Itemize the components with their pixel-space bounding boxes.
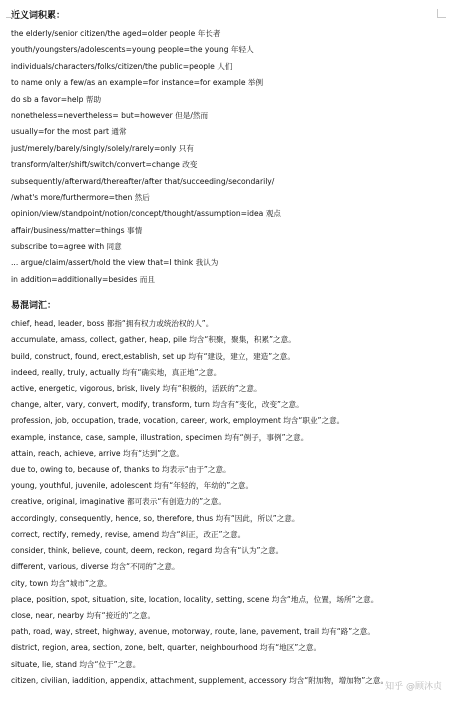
confusable-line: change, alter, vary, convert, modify, transform, turn 均含有“变化，改变”之意。 <box>11 400 304 410</box>
confusable-line: attain, reach, achieve, arrive 均有“达到”之意。 <box>11 448 185 458</box>
confusable-line: accumulate, amass, collect, gather, heap, pile 均含“积聚，聚集，积累”之意。 <box>11 335 296 345</box>
confusable-line: city, town 均含“城市”之意。 <box>11 578 112 588</box>
synonym-line: do sb a favor=help 帮助 <box>11 94 102 104</box>
zhihu-watermark: 知乎 @顾沐贞 <box>385 682 442 692</box>
synonym-line: usually=for the most part 通常 <box>11 127 127 137</box>
confusable-line: young, youthful, juvenile, adolescent 均有“年轻的，年幼的”之意。 <box>11 481 254 491</box>
confusable-line: situate, lie, stand 均含“位于”之意。 <box>11 659 141 669</box>
synonym-line: ... argue/claim/assert/hold the view that=I think 我认为 <box>11 258 219 268</box>
synonym-line: subsequently/afterward/thereafter/after that/succeeding/secondarily/ <box>11 176 275 186</box>
synonym-line: affair/business/matter=things 事情 <box>11 225 143 235</box>
confusable-line: place, position, spot, situation, site, location, locality, setting, scene 均含“地点，位置，场所”之意。 <box>11 594 379 604</box>
synonym-section <box>11 10 446 288</box>
synonym-line: individuals/characters/folks/citizen/the public=people 人们 <box>11 61 233 71</box>
confusable-line: creative, original, imaginative 都可表示“有创造力的”之意。 <box>11 497 226 507</box>
confusable-line: path, road, way, street, highway, avenue, motorway, route, lane, pavement, trail 均有“路”之意。 <box>11 627 375 637</box>
synonym-line: youth/youngsters/adolescents=young people=the young 年轻人 <box>11 45 254 55</box>
synonym-line: to name only a few/as an example=for instance=for example 举例 <box>11 78 264 88</box>
confusable-line: close, near, nearby 均有“接近的”之意。 <box>11 610 156 620</box>
confusable-line: correct, rectify, remedy, revise, amend 均含“纠正，改正”之意。 <box>11 529 246 539</box>
confusable-line: profession, job, occupation, trade, vocation, career, work, employment 均含“职业”之意。 <box>11 416 345 426</box>
confusable-words-section <box>11 300 446 689</box>
confusable-line: active, energetic, vigorous, brisk, lively 均有“积极的，活跃的”之意。 <box>11 384 262 394</box>
synonym-line: the elderly/senior citizen/the aged=older people 年长者 <box>11 29 221 38</box>
confusable-section-title: 易混词汇： <box>11 301 57 312</box>
synonym-line: in addition=additionally=besides 而且 <box>11 274 155 284</box>
confusable-line: indeed, really, truly, actually 均有“确实地，真正地”之意。 <box>11 367 222 377</box>
synonym-line: subscribe to=agree with 同意 <box>11 242 122 252</box>
confusable-line: district, region, area, section, zone, belt, quarter, neighbourhood 均有“地区”之意。 <box>11 643 322 653</box>
synonym-line: opinion/view/standpoint/notion/concept/thought/assumption=idea 观点 <box>11 209 281 219</box>
confusable-line: due to, owing to, because of, thanks to 均表示“由于”之意。 <box>11 465 231 475</box>
confusable-line: chief, head, leader, boss 都指“拥有权力或统治权的人”。 <box>11 319 214 329</box>
page-corner-mark-right <box>437 9 446 18</box>
confusable-line: consider, think, believe, count, deem, reckon, regard 均含有“认为”之意。 <box>11 546 284 556</box>
synonym-line: just/merely/barely/singly/solely/rarely=only 只有 <box>11 143 194 153</box>
confusable-line: different, various, diverse 均含“不同的”之意。 <box>11 562 180 572</box>
synonym-line: transform/alter/shift/switch/convert=change 改变 <box>11 160 198 170</box>
synonym-line: nonetheless=nevertheless= but=however 但是/然而 <box>11 110 209 120</box>
synonym-line: /what's more/furthermore=then 然后 <box>11 192 150 202</box>
confusable-line: accordingly, consequently, hence, so, therefore, thus 均有“因此，所以”之意。 <box>11 513 300 523</box>
confusable-line: build, construct, found, erect,establish, set up 均有“建设，建立，建造”之意。 <box>11 351 295 361</box>
synonym-section-title: 近义词积累： <box>11 11 66 21</box>
confusable-line: citizen, civilian, iaddition, appendix, attachment, supplement, accessory 均含“附加物，增加物”之意。 <box>11 675 389 685</box>
page-corner-mark-left <box>6 9 15 18</box>
confusable-line: example, instance, case, sample, illustration, specimen 均有“例子，事例”之意。 <box>11 432 309 442</box>
